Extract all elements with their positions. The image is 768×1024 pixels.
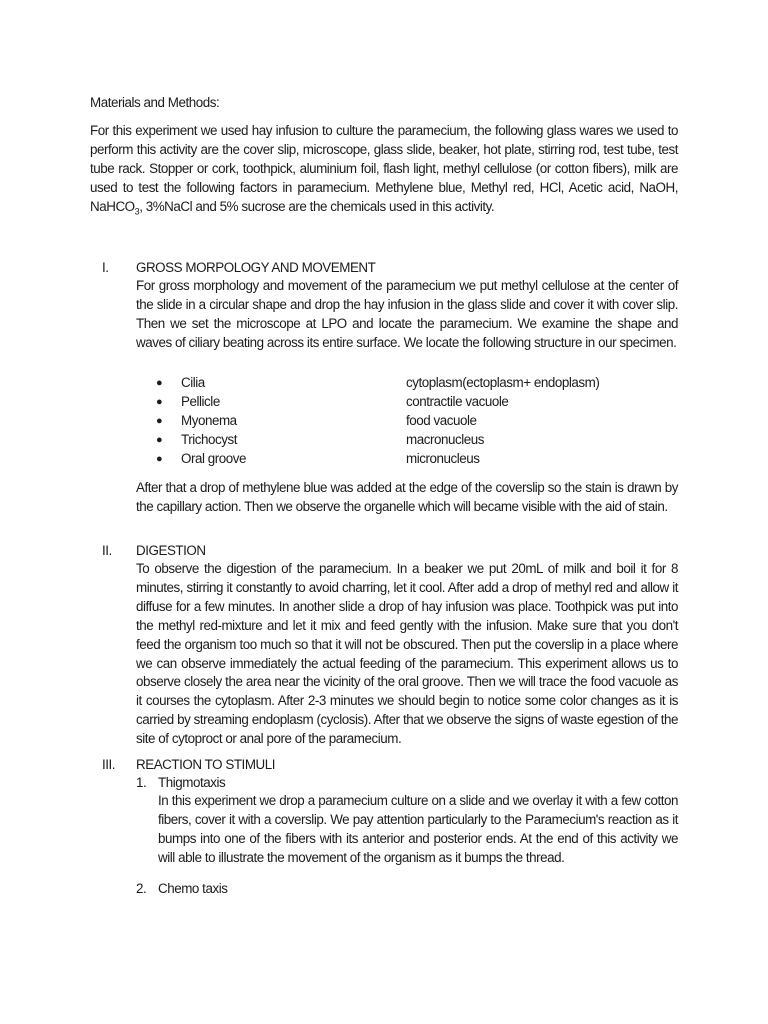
structure-right: micronucleus <box>406 451 480 467</box>
structure-right: contractile vacuole <box>406 394 509 410</box>
structure-list <box>156 374 656 469</box>
bullet-icon: ● <box>156 453 163 466</box>
bullet-icon: ● <box>156 434 163 447</box>
intro-text: For this experiment we used hay infusion to culture the paramecium, the following glass wares we used to perform this activity are the cover slip, microscope, glass slide, beaker, hot plate, stirring rod, test tube, test tube rack. Stopper or cork, toothpick, aluminium foil, flash light, methyl cellulose (or cotton fibers), milk are used to test the following factors in paramecium. Methylene blue, Methyl red, HCl, Acetic acid, NaOH, NaHCO <box>90 123 678 214</box>
section-body: For gross morphology and movement of the paramecium we put methyl cellulose at the center of the slide in a circular shape and drop the hay infusion in the glass slide and cover it with cover slip. Then we set the microscope at LPO and locate the paramecium. We examine the shape and waves of ciliary beating across its entire surface. We locate the following structure in our specimen. <box>136 278 678 350</box>
intro-text-end: , 3%NaCl and 5% sucrose are the chemicals used in this activity. <box>139 198 495 214</box>
structure-left: Oral groove <box>181 451 247 467</box>
subsection-title: Thigmotaxis <box>158 775 226 790</box>
structure-right: cytoplasm(ectoplasm+ endoplasm) <box>406 375 600 390</box>
intro-subscript: 3 <box>134 206 140 217</box>
list-item <box>156 450 656 469</box>
structure-left: Cilia <box>181 375 205 390</box>
subsection-number: 1. <box>136 775 147 790</box>
bullet-icon: ● <box>156 396 163 409</box>
subsection-number: 2. <box>136 881 147 896</box>
bullet-icon: ● <box>156 377 163 389</box>
structure-left: Pellicle <box>181 394 220 410</box>
structure-right: macronucleus <box>406 432 484 448</box>
section-title: GROSS MORPOLOGY AND MOVEMENT <box>136 260 376 275</box>
section-after-text: After that a drop of methylene blue was added at the edge of the coverslip so the stain is drawn by the capillary action. Then we observe the organelle which will became visible with the aid of stain. <box>136 480 678 514</box>
page-heading: Materials and Methods: <box>90 95 220 110</box>
section-number: II. <box>102 543 112 558</box>
section-number: III. <box>102 757 116 772</box>
subsection-body: In this experiment we drop a paramecium culture on a slide and we overlay it with a few cotton fibers, cover it with a coverslip. We pay attention particularly to the Paramecium's reaction as it bumps into one of the fibers with its anterior and posterior ends. At the end of this activity we will able to illustrate the movement of the organism as it bumps the thread. <box>158 793 678 865</box>
subsection-title: Chemo taxis <box>158 881 228 896</box>
bullet-icon: ● <box>156 415 163 428</box>
list-item <box>156 374 656 393</box>
list-item <box>156 431 656 450</box>
section-number: I. <box>102 260 109 275</box>
intro-paragraph <box>90 122 678 217</box>
list-item <box>156 393 656 412</box>
structure-left: Trichocyst <box>181 432 238 448</box>
list-item <box>156 412 656 431</box>
section-title: REACTION TO STIMULI <box>136 757 276 772</box>
structure-right: food vacuole <box>406 413 477 429</box>
section-title: DIGESTION <box>136 543 206 558</box>
structure-left: Myonema <box>181 413 237 429</box>
section-body: To observe the digestion of the paramecium. In a beaker we put 20mL of milk and boil it for 8 minutes, stirring it constantly to avoid charring, let it cool. After add a drop of methyl red and allow it diffuse for a few minutes. In another slide a drop of hay infusion was place. Toothpick was put into the methyl red-mixture and let it mix and feed gently with the infusion. Make sure that you don't feed the organism too much so that it will not be obscured. Then put the coverslip in a place where we can observe immediately the actual feeding of the paramecium. This experiment allows us to observe closely the area near the vicinity of the oral groove. Then we will trace the food vacuole as it courses the cytoplasm. After 2-3 minutes we should begin to notice some color changes as it is carried by streaming endoplasm (cyclosis). After that we observe the signs of waste egestion of the site of cytoproct or anal pore of the paramecium. <box>136 561 678 747</box>
